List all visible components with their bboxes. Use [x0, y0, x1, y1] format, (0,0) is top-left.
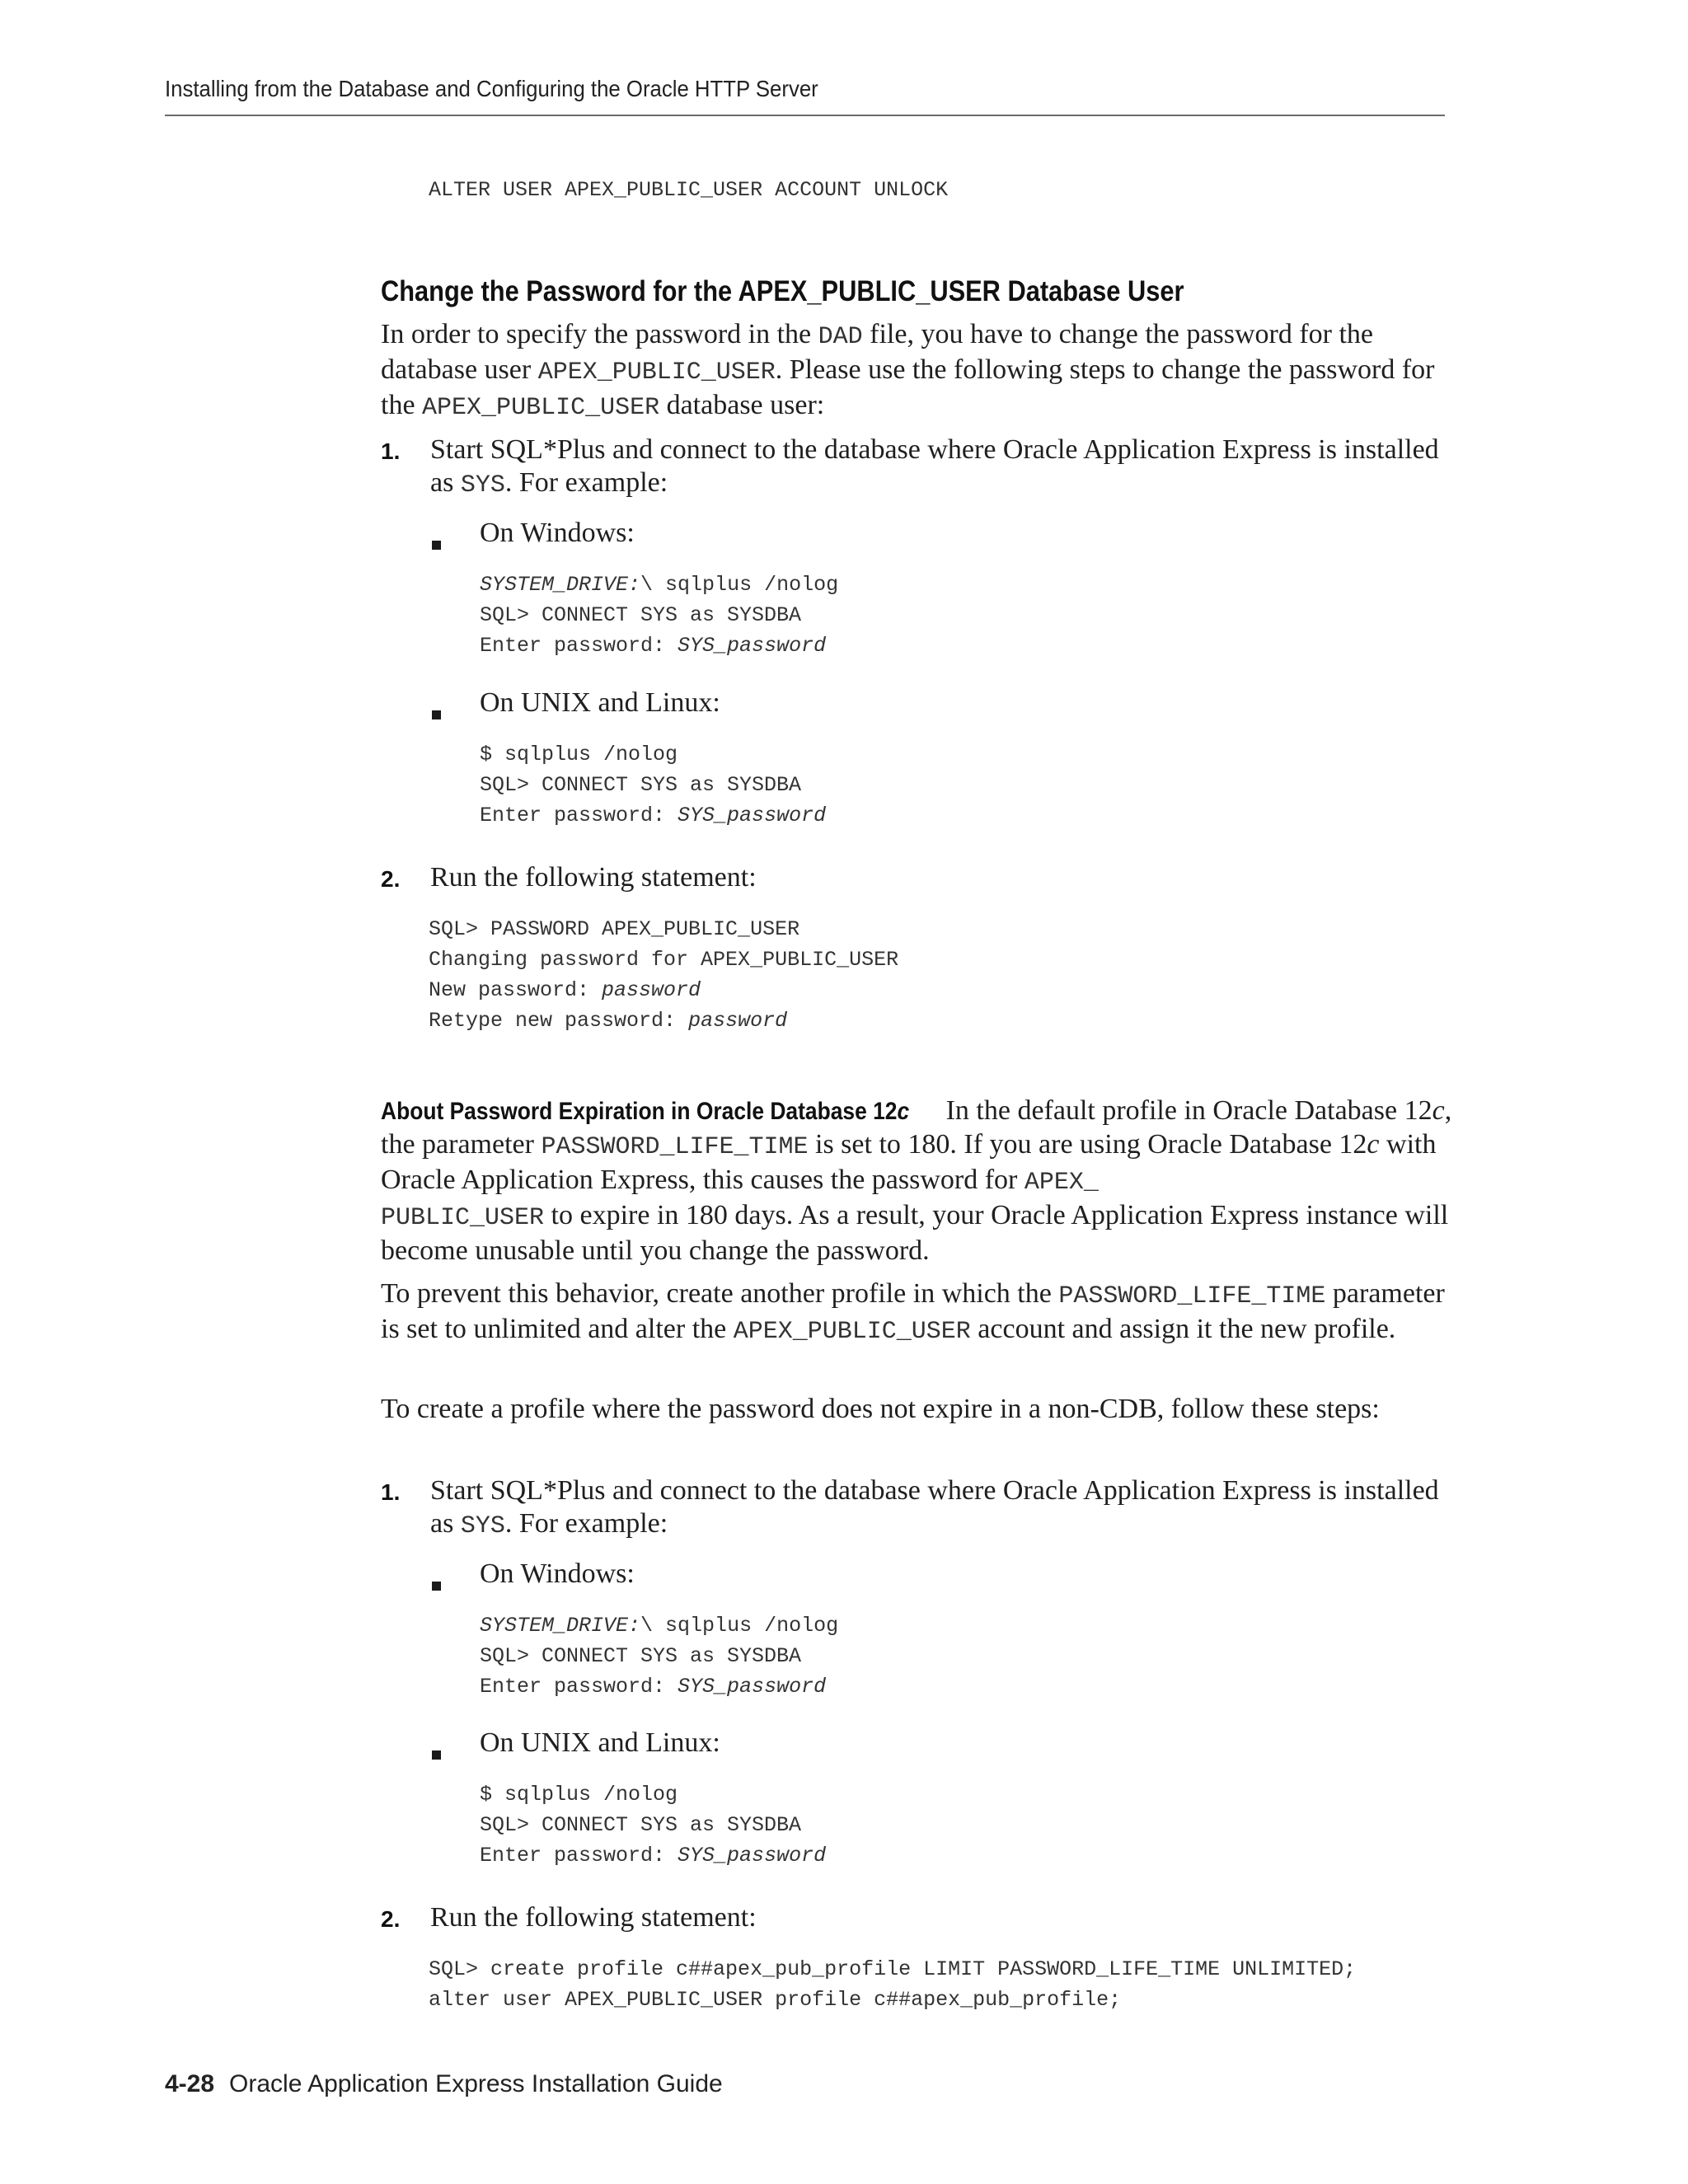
para-text: , the parameter [381, 1095, 1452, 1160]
para-text: parameter is set to unlimited and alter the [381, 1278, 1445, 1344]
code-line: Enter password: [480, 1675, 678, 1699]
code-line: New password: [429, 978, 603, 1002]
expiration-paragraph-1 [381, 1094, 1452, 1268]
para-text: is set to 180. If you are using Oracle Database 12 [808, 1129, 1367, 1160]
code-line: SQL> CONNECT SYS as SYSDBA [480, 1813, 802, 1837]
code-line: Enter password: [480, 804, 678, 827]
runin-heading [381, 1095, 932, 1126]
step-2-number: 2. [381, 1906, 401, 1932]
intro-code-user-2: APEX_PUBLIC_USER [422, 394, 660, 422]
page-number: 4-28 [165, 2070, 215, 2097]
code-line: Changing password for APEX_PUBLIC_USER [429, 948, 899, 972]
code-line: SQL> create profile c##apex_pub_profile LIMIT PASSWORD_LIFE_TIME UNLIMITED; [429, 1957, 1357, 1981]
para-text: In the default profile in Oracle Database 12 [945, 1095, 1432, 1126]
step-1-text [430, 1474, 1452, 1543]
intro-text-4: database user: [659, 390, 825, 420]
code-line: SQL> PASSWORD APEX_PUBLIC_USER [429, 917, 800, 941]
code-line: alter user APEX_PUBLIC_USER profile c##apex_pub_profile; [429, 1988, 1122, 2012]
para-italic: c [1367, 1129, 1380, 1160]
step-1-text-1: Start SQL*Plus and connect to the database where Oracle Application Express is installed as [430, 434, 1439, 498]
header-rule [165, 115, 1445, 116]
expiration-paragraph-3: To create a profile where the password does not expire in a non-CDB, follow these steps: [381, 1394, 1380, 1424]
step-1-number: 1. [381, 1479, 401, 1505]
code-italic: password [602, 978, 701, 1002]
step-1-code-sys: SYS [460, 471, 505, 499]
code-block-password-statement [429, 914, 898, 1036]
code-block-account-unlock: ALTER USER APEX_PUBLIC_USER ACCOUNT UNLOCK [429, 178, 949, 202]
code-line: SQL> CONNECT SYS as SYSDBA [480, 603, 802, 627]
bullet-windows-label: On Windows: [480, 518, 635, 548]
step-2-text: Run the following statement: [430, 862, 757, 893]
bullet-marker [432, 541, 441, 550]
para-italic: c [1432, 1095, 1445, 1126]
code-line: \ sqlplus /nolog [640, 573, 839, 597]
code-italic: SYS_password [678, 634, 827, 658]
code-line: \ sqlplus /nolog [640, 1614, 839, 1638]
step-2-text: Run the following statement: [430, 1902, 757, 1933]
runin-heading-text: About Password Expiration in Oracle Database 12 [381, 1098, 898, 1125]
code-italic: password [688, 1009, 788, 1033]
para-code: PASSWORD_LIFE_TIME [541, 1133, 809, 1161]
para-code: PASSWORD_LIFE_TIME [1058, 1282, 1326, 1310]
bullet-unix-label: On UNIX and Linux: [480, 1727, 720, 1758]
code-line: Enter password: [480, 1844, 678, 1868]
book-title: Oracle Application Express Installation Guide [229, 2070, 723, 2097]
code-line: SQL> CONNECT SYS as SYSDBA [480, 773, 802, 797]
bullet-marker [432, 1582, 441, 1591]
code-italic: SYS_password [678, 804, 827, 827]
para-code: PUBLIC_USER [381, 1204, 545, 1232]
para-text: to expire in 180 days. As a result, your Oracle Application Express instance will become unusable until you change the password. [381, 1200, 1449, 1266]
code-line: Enter password: [480, 634, 678, 658]
code-italic: SYSTEM_DRIVE: [480, 573, 641, 597]
code-block-windows-connect [480, 1610, 838, 1702]
intro-text-1: In order to specify the password in the [381, 319, 818, 349]
bullet-marker [432, 1750, 441, 1760]
code-line: Retype new password: [429, 1009, 689, 1033]
step-1-number: 1. [381, 438, 401, 464]
bullet-windows-label: On Windows: [480, 1558, 635, 1589]
running-header: Installing from the Database and Configuring the Oracle HTTP Server [165, 76, 818, 101]
bullet-marker [432, 710, 441, 719]
code-line: SQL> CONNECT SYS as SYSDBA [480, 1644, 802, 1668]
code-block-windows-connect [480, 569, 838, 661]
code-line: $ sqlplus /nolog [480, 743, 678, 766]
intro-text-2: file, you have to change the password for the database user [381, 319, 1374, 385]
step-2-number: 2. [381, 866, 401, 892]
step-1-text [430, 434, 1452, 502]
para-text: account and assign it the new profile. [970, 1314, 1396, 1344]
intro-paragraph [381, 318, 1452, 424]
code-block-unix-connect [480, 1779, 826, 1871]
page-footer [165, 2070, 723, 2098]
code-block-create-profile [429, 1954, 1356, 2015]
section-heading-change-password: Change the Password for the APEX_PUBLIC_USER Database User [381, 275, 1184, 307]
code-block-unix-connect [480, 739, 826, 831]
step-1-code-sys: SYS [460, 1512, 505, 1540]
code-italic: SYSTEM_DRIVE: [480, 1614, 641, 1638]
step-1-text-1: Start SQL*Plus and connect to the database where Oracle Application Express is installed as [430, 1475, 1439, 1539]
code-line: $ sqlplus /nolog [480, 1783, 678, 1807]
step-1-text-2: . For example: [504, 467, 668, 498]
para-code: APEX_ [1024, 1169, 1099, 1197]
intro-code-dad: DAD [818, 323, 863, 351]
step-1-text-2: . For example: [504, 1508, 668, 1539]
bullet-unix-label: On UNIX and Linux: [480, 687, 720, 718]
code-italic: SYS_password [678, 1675, 827, 1699]
intro-code-user: APEX_PUBLIC_USER [537, 359, 776, 387]
expiration-paragraph-2 [381, 1277, 1452, 1348]
para-text: To prevent this behavior, create another profile in which the [381, 1278, 1059, 1309]
para-code: APEX_PUBLIC_USER [733, 1318, 971, 1346]
intro-text-3: . Please use the following steps to change the password for the [381, 354, 1435, 420]
code-italic: SYS_password [678, 1844, 827, 1868]
runin-heading-italic: c [897, 1098, 910, 1125]
para-text: with Oracle Application Express, this causes the password for [381, 1129, 1437, 1195]
